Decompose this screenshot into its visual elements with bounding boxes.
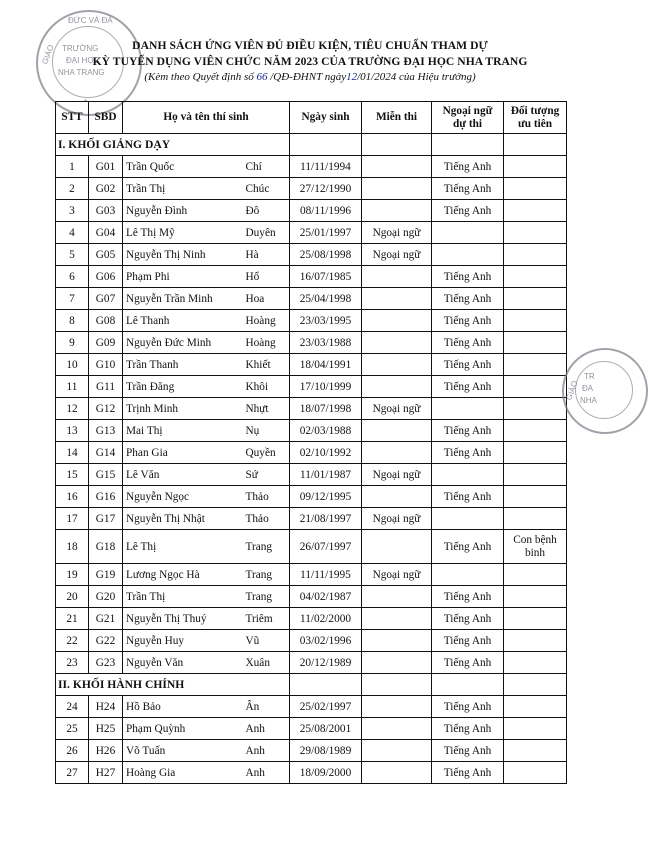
table-row: [56, 354, 567, 376]
row-priority: [504, 486, 567, 508]
row-priority: [504, 376, 567, 398]
row-sbd: G09: [89, 332, 123, 354]
row-sbd: G05: [89, 244, 123, 266]
row-priority: [504, 266, 567, 288]
row-dob: 16/07/1985: [290, 266, 362, 288]
row-surname: Nguyễn Đình: [123, 200, 243, 222]
section-empty-cell: [362, 134, 432, 156]
row-language: [432, 564, 504, 586]
row-dob: 04/02/1987: [290, 586, 362, 608]
row-dob: 11/11/1994: [290, 156, 362, 178]
row-priority: [504, 178, 567, 200]
row-surname: Trần Thanh: [123, 354, 243, 376]
row-priority: [504, 156, 567, 178]
row-exempt: Ngoại ngữ: [362, 508, 432, 530]
row-dob: 25/01/1997: [290, 222, 362, 244]
row-stt: 4: [56, 222, 89, 244]
row-given-name: Hoa: [243, 288, 290, 310]
row-given-name: Trang: [243, 586, 290, 608]
row-sbd: G08: [89, 310, 123, 332]
subtitle-prefix: (Kèm theo Quyết định số: [144, 71, 254, 83]
row-priority: [504, 740, 567, 762]
row-sbd: G03: [89, 200, 123, 222]
decision-day: 12: [346, 71, 358, 83]
row-surname: Trần Thị: [123, 586, 243, 608]
row-exempt: [362, 586, 432, 608]
row-stt: 21: [56, 608, 89, 630]
row-stt: 6: [56, 266, 89, 288]
row-dob: 18/04/1991: [290, 354, 362, 376]
row-stt: 14: [56, 442, 89, 464]
row-language: Tiếng Anh: [432, 354, 504, 376]
row-surname: Phạm Quỳnh: [123, 718, 243, 740]
row-dob: 23/03/1995: [290, 310, 362, 332]
row-exempt: [362, 354, 432, 376]
header-language-line2: dự thi: [452, 117, 483, 130]
row-exempt: [362, 530, 432, 564]
row-given-name: Trang: [243, 530, 290, 564]
row-stt: 19: [56, 564, 89, 586]
row-dob: 02/10/1992: [290, 442, 362, 464]
candidate-table: [55, 101, 567, 784]
row-surname: Phạm Phi: [123, 266, 243, 288]
row-sbd: H26: [89, 740, 123, 762]
table-row: [56, 652, 567, 674]
table-row: [56, 398, 567, 420]
row-exempt: [362, 442, 432, 464]
row-surname: Nguyễn Huy: [123, 630, 243, 652]
subtitle-suffix: /01/2024 của Hiệu trưởng): [357, 71, 476, 83]
row-priority: [504, 442, 567, 464]
row-given-name: Ân: [243, 696, 290, 718]
table-row: [56, 630, 567, 652]
row-language: Tiếng Anh: [432, 420, 504, 442]
seal-right-text-1: TR: [584, 372, 595, 381]
row-language: Tiếng Anh: [432, 586, 504, 608]
row-priority: [504, 398, 567, 420]
row-dob: 26/07/1997: [290, 530, 362, 564]
row-stt: 18: [56, 530, 89, 564]
row-stt: 17: [56, 508, 89, 530]
table-row: [56, 564, 567, 586]
row-sbd: G20: [89, 586, 123, 608]
row-stt: 12: [56, 398, 89, 420]
row-given-name: Anh: [243, 762, 290, 784]
row-priority: [504, 310, 567, 332]
row-stt: 10: [56, 354, 89, 376]
row-priority: [504, 762, 567, 784]
row-dob: 25/04/1998: [290, 288, 362, 310]
row-language: Tiếng Anh: [432, 156, 504, 178]
row-dob: 02/03/1988: [290, 420, 362, 442]
section-row-administrative: [56, 674, 567, 696]
row-stt: 20: [56, 586, 89, 608]
section-empty-cell: [432, 674, 504, 696]
row-language: Tiếng Anh: [432, 178, 504, 200]
row-sbd: G17: [89, 508, 123, 530]
row-sbd: G13: [89, 420, 123, 442]
subtitle-middle: /QĐ-ĐHNT ngày: [270, 71, 347, 83]
row-sbd: G11: [89, 376, 123, 398]
seal-inner-text-1: TRƯỜNG: [62, 44, 99, 53]
table-row: [56, 762, 567, 784]
row-given-name: Nụ: [243, 420, 290, 442]
row-exempt: [362, 266, 432, 288]
row-surname: Phan Gia: [123, 442, 243, 464]
row-given-name: Duyên: [243, 222, 290, 244]
row-language: Tiếng Anh: [432, 310, 504, 332]
row-dob: 20/12/1989: [290, 652, 362, 674]
header-priority-line1: Đối tượng: [510, 104, 560, 117]
table-row: [56, 244, 567, 266]
row-dob: 25/02/1997: [290, 696, 362, 718]
header-priority: [504, 102, 567, 134]
table-row: [56, 156, 567, 178]
row-sbd: G19: [89, 564, 123, 586]
row-sbd: G07: [89, 288, 123, 310]
section-title: I. KHỐI GIẢNG DẠY: [56, 134, 290, 156]
row-dob: 17/10/1999: [290, 376, 362, 398]
row-dob: 08/11/1996: [290, 200, 362, 222]
section-empty-cell: [290, 674, 362, 696]
row-stt: 9: [56, 332, 89, 354]
row-surname: Lương Ngọc Hà: [123, 564, 243, 586]
row-language: Tiếng Anh: [432, 486, 504, 508]
section-empty-cell: [362, 674, 432, 696]
row-priority: [504, 332, 567, 354]
row-exempt: [362, 652, 432, 674]
table-row: [56, 740, 567, 762]
row-stt: 22: [56, 630, 89, 652]
row-surname: Nguyễn Thị Nhật: [123, 508, 243, 530]
row-surname: Lê Thị Mỹ: [123, 222, 243, 244]
row-language: Tiếng Anh: [432, 442, 504, 464]
row-sbd: H27: [89, 762, 123, 784]
seal-right-text-3: NHA: [580, 396, 597, 405]
table-row: [56, 530, 567, 564]
row-exempt: [362, 630, 432, 652]
row-given-name: Nhựt: [243, 398, 290, 420]
row-priority: [504, 464, 567, 486]
table-row: [56, 486, 567, 508]
row-given-name: Khiết: [243, 354, 290, 376]
row-priority: [504, 652, 567, 674]
row-given-name: Quyền: [243, 442, 290, 464]
row-stt: 3: [56, 200, 89, 222]
row-surname: Mai Thị: [123, 420, 243, 442]
seal-right-side-text: GIÁO: [564, 379, 580, 402]
row-priority: [504, 288, 567, 310]
row-sbd: H25: [89, 718, 123, 740]
row-sbd: H24: [89, 696, 123, 718]
row-priority: [504, 354, 567, 376]
row-language: Tiếng Anh: [432, 266, 504, 288]
row-dob: 03/02/1996: [290, 630, 362, 652]
row-given-name: Hà: [243, 244, 290, 266]
row-dob: 11/01/1987: [290, 464, 362, 486]
table-row: [56, 442, 567, 464]
row-exempt: [362, 718, 432, 740]
row-surname: Hoàng Gia: [123, 762, 243, 784]
section-title: II. KHỐI HÀNH CHÍNH: [56, 674, 290, 696]
row-priority: [504, 564, 567, 586]
row-given-name: Anh: [243, 740, 290, 762]
row-exempt: [362, 608, 432, 630]
row-language: [432, 508, 504, 530]
title-line-1: DANH SÁCH ỨNG VIÊN ĐỦ ĐIỀU KIỆN, TIÊU CHUẨN THAM DỰ: [132, 39, 488, 52]
row-surname: Trần Thị: [123, 178, 243, 200]
table-row: [56, 508, 567, 530]
row-sbd: G15: [89, 464, 123, 486]
row-given-name: Trang: [243, 564, 290, 586]
row-priority: [504, 244, 567, 266]
row-priority: [504, 586, 567, 608]
row-sbd: G12: [89, 398, 123, 420]
row-stt: 8: [56, 310, 89, 332]
row-exempt: [362, 178, 432, 200]
row-sbd: G02: [89, 178, 123, 200]
row-language: Tiếng Anh: [432, 288, 504, 310]
row-priority: [504, 696, 567, 718]
row-surname: Nguyễn Ngọc: [123, 486, 243, 508]
row-exempt: [362, 740, 432, 762]
row-language: [432, 244, 504, 266]
row-priority: [504, 420, 567, 442]
seal-right-text-2: ĐA: [582, 384, 594, 393]
row-surname: Nguyễn Thị Ninh: [123, 244, 243, 266]
row-language: Tiếng Anh: [432, 200, 504, 222]
row-priority: [504, 200, 567, 222]
row-given-name: Hổ: [243, 266, 290, 288]
section-empty-cell: [290, 134, 362, 156]
header-language: [432, 102, 504, 134]
header-sbd: SBD: [89, 102, 123, 134]
row-sbd: G01: [89, 156, 123, 178]
row-priority: [504, 508, 567, 530]
header-language-line1: Ngoại ngữ: [442, 104, 493, 117]
row-sbd: G22: [89, 630, 123, 652]
row-exempt: Ngoại ngữ: [362, 464, 432, 486]
row-exempt: [362, 762, 432, 784]
row-sbd: G14: [89, 442, 123, 464]
header-stt: STT: [56, 102, 89, 134]
row-exempt: Ngoại ngữ: [362, 244, 432, 266]
seal-side-text: GIÁO: [40, 43, 56, 66]
official-seal-right: [562, 348, 648, 434]
table-row: [56, 608, 567, 630]
header-dob: Ngày sinh: [290, 102, 362, 134]
row-exempt: Ngoại ngữ: [362, 222, 432, 244]
row-priority: Con bệnh binh: [504, 530, 567, 564]
row-dob: 25/08/2001: [290, 718, 362, 740]
row-given-name: Sứ: [243, 464, 290, 486]
row-exempt: Ngoại ngữ: [362, 564, 432, 586]
row-surname: Nguyễn Trần Minh: [123, 288, 243, 310]
row-sbd: G21: [89, 608, 123, 630]
table-row: [56, 310, 567, 332]
row-given-name: Anh: [243, 718, 290, 740]
table-row: [56, 332, 567, 354]
table-row: [56, 200, 567, 222]
table-row: [56, 376, 567, 398]
table-row: [56, 718, 567, 740]
row-exempt: Ngoại ngữ: [362, 398, 432, 420]
row-stt: 16: [56, 486, 89, 508]
row-priority: [504, 630, 567, 652]
seal-inner-text-2: ĐẠI HỌC: [66, 56, 100, 65]
section-empty-cell: [504, 674, 567, 696]
row-given-name: Thảo: [243, 486, 290, 508]
row-surname: Lê Thị: [123, 530, 243, 564]
row-given-name: Xuân: [243, 652, 290, 674]
row-dob: 27/12/1990: [290, 178, 362, 200]
row-sbd: G04: [89, 222, 123, 244]
row-given-name: Chúc: [243, 178, 290, 200]
row-dob: 09/12/1995: [290, 486, 362, 508]
section-empty-cell: [432, 134, 504, 156]
document-header: [40, 38, 580, 85]
row-dob: 18/09/2000: [290, 762, 362, 784]
row-surname: Lê Văn: [123, 464, 243, 486]
row-sbd: G23: [89, 652, 123, 674]
row-surname: Trịnh Minh: [123, 398, 243, 420]
table-row: [56, 420, 567, 442]
row-stt: 13: [56, 420, 89, 442]
row-surname: Lê Thanh: [123, 310, 243, 332]
row-stt: 1: [56, 156, 89, 178]
section-row-teaching: [56, 134, 567, 156]
row-surname: Hồ Bảo: [123, 696, 243, 718]
row-stt: 24: [56, 696, 89, 718]
row-language: Tiếng Anh: [432, 630, 504, 652]
header-name: Họ và tên thí sinh: [123, 102, 290, 134]
row-priority: [504, 608, 567, 630]
section-empty-cell: [504, 134, 567, 156]
title-line-2: KỲ TUYỂN DỤNG VIÊN CHỨC NĂM 2023 CỦA TRƯỜNG ĐẠI HỌC NHA TRANG: [92, 55, 528, 68]
row-surname: Trần Đăng: [123, 376, 243, 398]
row-sbd: G18: [89, 530, 123, 564]
row-sbd: G06: [89, 266, 123, 288]
row-stt: 27: [56, 762, 89, 784]
row-priority: [504, 718, 567, 740]
row-stt: 2: [56, 178, 89, 200]
row-surname: Trần Quốc: [123, 156, 243, 178]
row-dob: 29/08/1989: [290, 740, 362, 762]
header-exempt: Miễn thi: [362, 102, 432, 134]
row-surname: Nguyễn Văn: [123, 652, 243, 674]
row-language: Tiếng Anh: [432, 530, 504, 564]
row-language: [432, 398, 504, 420]
row-language: Tiếng Anh: [432, 718, 504, 740]
row-exempt: [362, 288, 432, 310]
row-sbd: G10: [89, 354, 123, 376]
row-given-name: Hoàng: [243, 332, 290, 354]
row-exempt: [362, 310, 432, 332]
row-sbd: G16: [89, 486, 123, 508]
row-given-name: Triêm: [243, 608, 290, 630]
row-exempt: [362, 332, 432, 354]
row-exempt: [362, 376, 432, 398]
row-dob: 18/07/1998: [290, 398, 362, 420]
subtitle: [40, 70, 580, 85]
row-stt: 23: [56, 652, 89, 674]
row-given-name: Đô: [243, 200, 290, 222]
table-row: [56, 696, 567, 718]
row-dob: 23/03/1988: [290, 332, 362, 354]
row-surname: Võ Tuấn: [123, 740, 243, 762]
row-given-name: Vũ: [243, 630, 290, 652]
row-stt: 5: [56, 244, 89, 266]
row-stt: 26: [56, 740, 89, 762]
row-stt: 11: [56, 376, 89, 398]
row-dob: 25/08/1998: [290, 244, 362, 266]
row-language: Tiếng Anh: [432, 652, 504, 674]
seal-top-text: ĐỨC VÀ ĐÀ: [68, 16, 113, 25]
row-dob: 21/08/1997: [290, 508, 362, 530]
row-stt: 25: [56, 718, 89, 740]
row-language: Tiếng Anh: [432, 376, 504, 398]
row-language: Tiếng Anh: [432, 762, 504, 784]
table-row: [56, 222, 567, 244]
row-language: Tiếng Anh: [432, 740, 504, 762]
row-exempt: [362, 486, 432, 508]
seal-inner-text-3: NHA TRANG: [58, 68, 105, 77]
row-language: Tiếng Anh: [432, 332, 504, 354]
row-stt: 15: [56, 464, 89, 486]
table-row: [56, 586, 567, 608]
row-stt: 7: [56, 288, 89, 310]
table-header-row: [56, 102, 567, 134]
row-exempt: [362, 420, 432, 442]
row-language: [432, 222, 504, 244]
row-given-name: Chí: [243, 156, 290, 178]
row-language: Tiếng Anh: [432, 608, 504, 630]
row-language: [432, 464, 504, 486]
row-surname: Nguyễn Đức Minh: [123, 332, 243, 354]
row-exempt: [362, 156, 432, 178]
row-exempt: [362, 200, 432, 222]
table-row: [56, 464, 567, 486]
header-priority-line2: ưu tiên: [517, 117, 553, 130]
decision-number: 66: [256, 71, 268, 83]
row-dob: 11/11/1995: [290, 564, 362, 586]
row-given-name: Khôi: [243, 376, 290, 398]
table-row: [56, 266, 567, 288]
seal-star-icon: *: [84, 98, 88, 107]
row-surname: Nguyễn Thị Thuý: [123, 608, 243, 630]
table-row: [56, 288, 567, 310]
row-dob: 11/02/2000: [290, 608, 362, 630]
row-priority: [504, 222, 567, 244]
table-row: [56, 178, 567, 200]
row-given-name: Hoàng: [243, 310, 290, 332]
row-given-name: Thảo: [243, 508, 290, 530]
row-language: Tiếng Anh: [432, 696, 504, 718]
row-exempt: [362, 696, 432, 718]
